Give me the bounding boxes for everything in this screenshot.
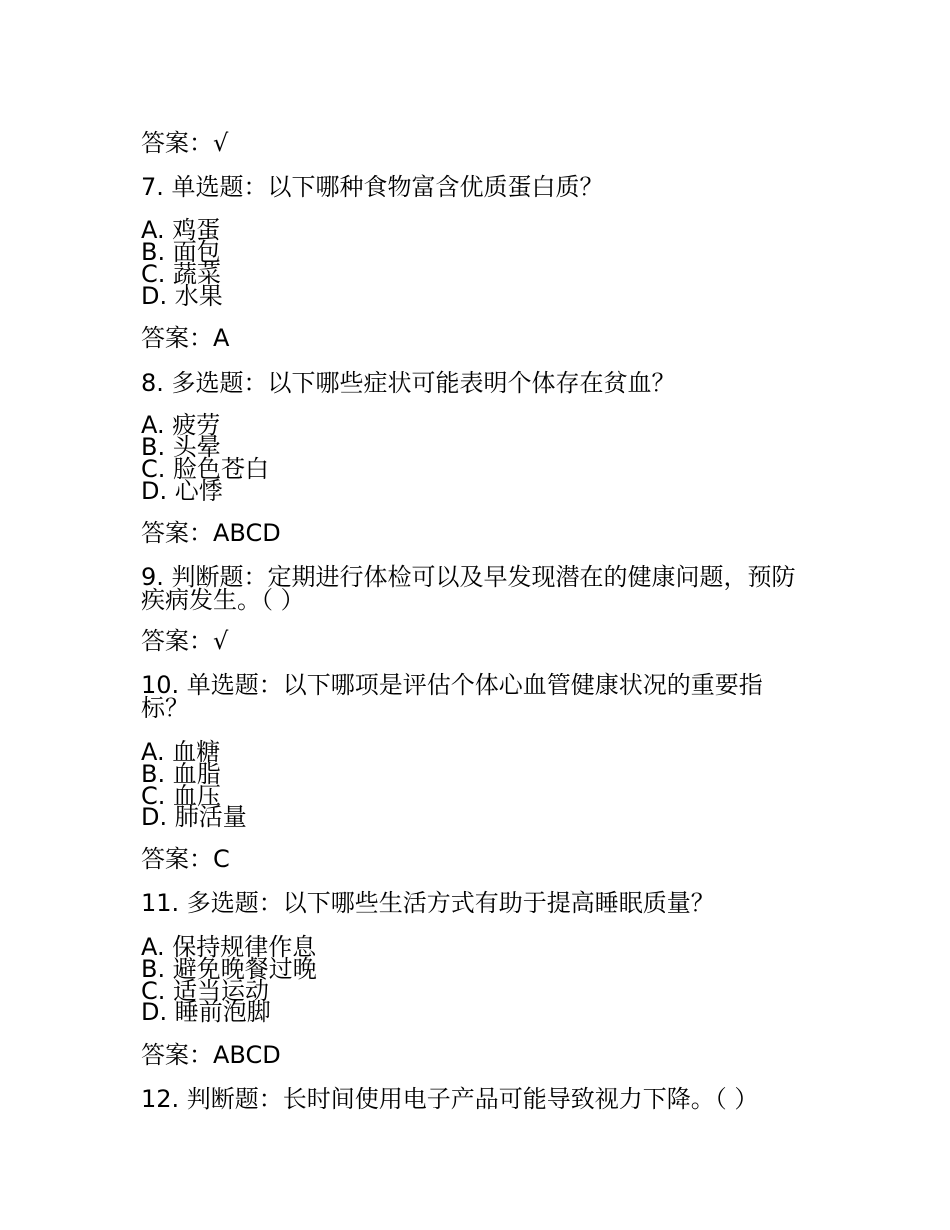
question-10-option-c: C. 血压 [141,782,222,810]
question-10-option-d: D. 肺活量 [141,803,247,831]
answer-7: 答案：A [141,324,230,352]
question-7: 7. 单选题：以下哪种食物富含优质蛋白质？ [141,173,604,201]
answer-11: 答案：ABCD [141,1041,281,1069]
question-11-option-c: C. 适当运动 [141,977,270,1005]
question-7-option-c: C. 蔬菜 [141,260,222,288]
answer-6: 答案：√ [141,129,229,157]
question-7-option-a: A. 鸡蛋 [141,216,221,244]
question-8-option-a: A. 疲劳 [141,411,221,439]
question-11-option-b: B. 避免晚餐过晚 [141,955,317,983]
question-7-option-d: D. 水果 [141,282,223,310]
question-7-option-b: B. 面包 [141,238,221,266]
question-10-option-a: A. 血糖 [141,738,221,766]
question-8-option-b: B. 头晕 [141,433,221,461]
question-11-option-a: A. 保持规律作息 [141,933,317,961]
question-10-option-b: B. 血脂 [141,760,221,788]
question-9: 9. 判断题：定期进行体检可以及早发现潜在的健康问题，预防疾病发生。（ ） [141,563,796,614]
answer-8: 答案：ABCD [141,519,281,547]
question-11: 11. 多选题：以下哪些生活方式有助于提高睡眠质量？ [141,889,715,917]
question-8: 8. 多选题：以下哪些症状可能表明个体存在贫血？ [141,369,676,397]
question-12: 12. 判断题：长时间使用电子产品可能导致视力下降。（ ） [141,1085,759,1113]
answer-10: 答案：C [141,845,230,873]
question-8-option-c: C. 脸色苍白 [141,455,270,483]
answer-9: 答案：√ [141,627,229,655]
question-11-option-d: D. 睡前泡脚 [141,998,271,1026]
question-10: 10. 单选题：以下哪项是评估个体心血管健康状况的重要指标？ [141,671,763,722]
question-8-option-d: D. 心悸 [141,477,223,505]
